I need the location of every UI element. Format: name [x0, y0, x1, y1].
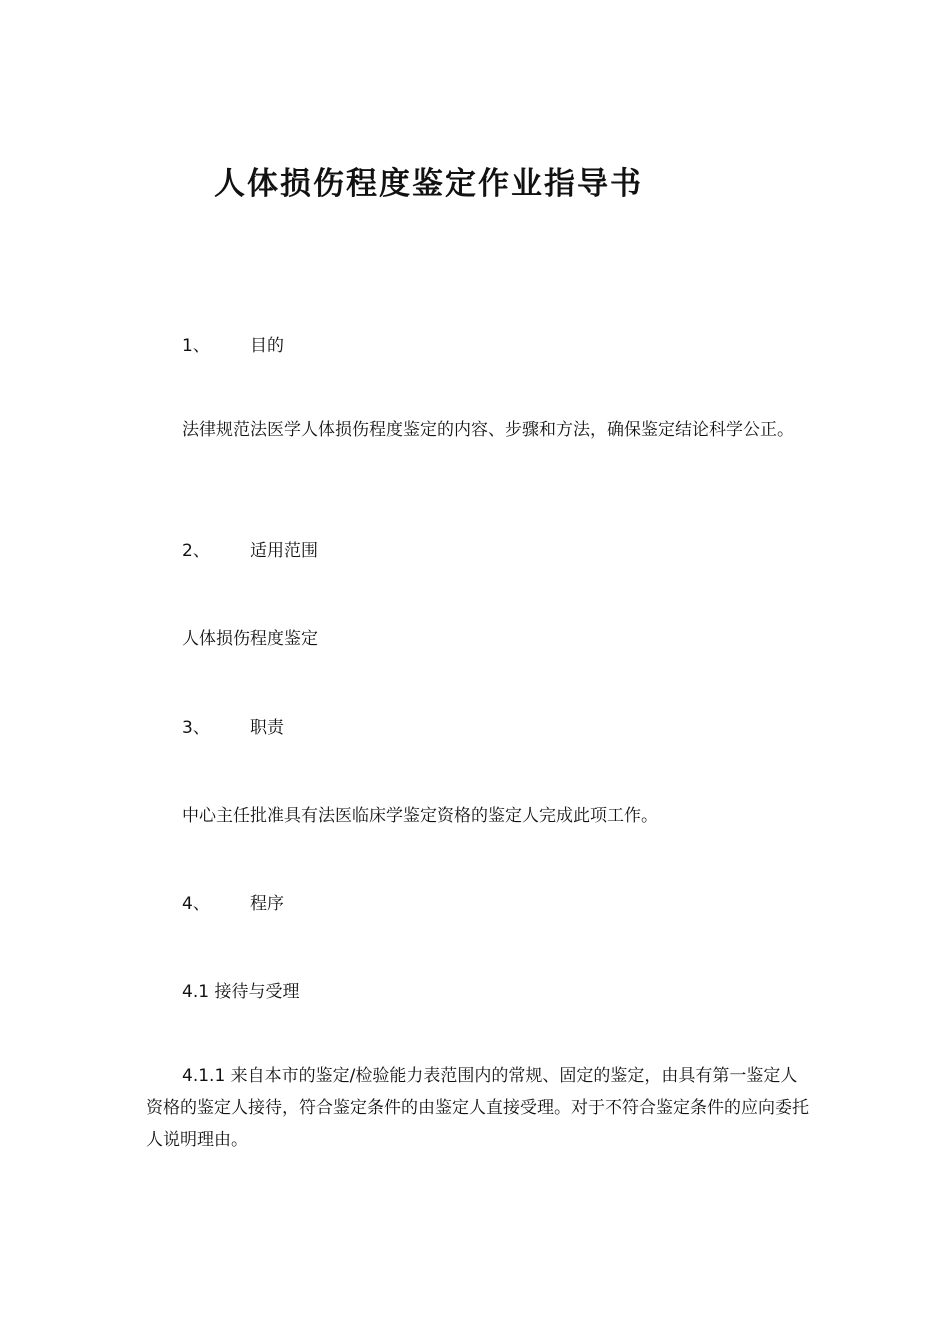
section-body-responsibility: 中心主任批准具有法医临床学鉴定资格的鉴定人完成此项工作。 — [182, 806, 658, 826]
section-body-purpose: 法律规范法医学人体损伤程度鉴定的内容、步骤和方法，确保鉴定结论科学公正。 — [182, 420, 794, 440]
section-title: 目的 — [250, 336, 284, 356]
document-title: 人体损伤程度鉴定作业指导书 — [214, 166, 643, 202]
section-number: 2、 — [182, 541, 210, 561]
section-title: 职责 — [250, 718, 284, 738]
section-number: 1、 — [182, 336, 210, 356]
section-heading-scope — [182, 536, 318, 561]
section-number: 3、 — [182, 718, 210, 738]
section-number: 4、 — [182, 894, 210, 914]
subsection-heading: 4.1 接待与受理 — [182, 982, 300, 1002]
section-body-procedure: 4.1.1 来自本市的鉴定/检验能力表范围内的常规、固定的鉴定，由具有第一鉴定人资格的鉴定人接待，符合鉴定条件的由鉴定人直接受理。对于不符合鉴定条件的应向委托人说明理由。 — [146, 1066, 809, 1150]
section-heading-responsibility — [182, 713, 284, 738]
section-heading-purpose — [182, 331, 284, 356]
section-heading-procedure — [182, 889, 284, 914]
section-body-scope: 人体损伤程度鉴定 — [182, 629, 318, 649]
section-title: 适用范围 — [250, 541, 318, 561]
section-title: 程序 — [250, 894, 284, 914]
